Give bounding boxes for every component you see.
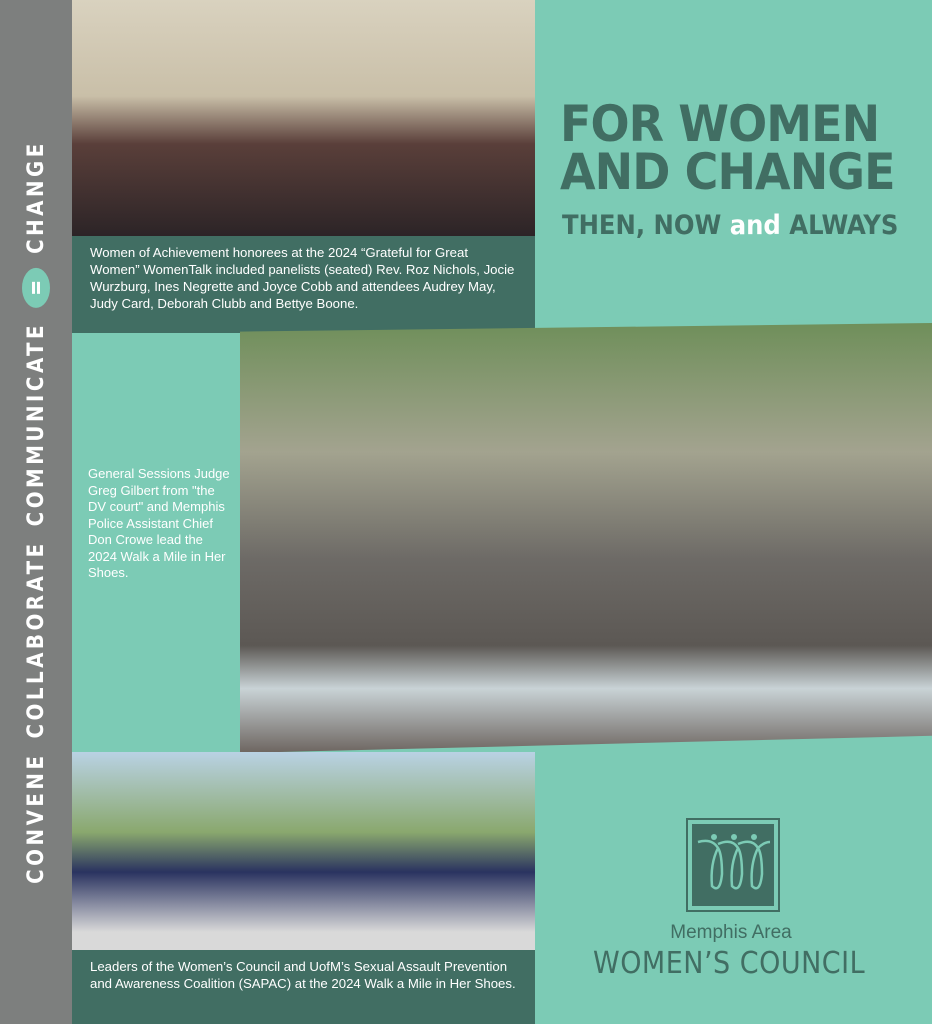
sub-a: THEN, NOW xyxy=(562,210,730,241)
sub-and: and xyxy=(729,210,781,241)
equals-icon xyxy=(22,268,50,308)
tag-convene: CONVENE xyxy=(23,752,49,884)
sub-b: ALWAYS xyxy=(780,210,899,241)
sidebar-tagline xyxy=(22,140,50,884)
tag-communicate: COMMUNICATE xyxy=(23,321,49,527)
womens-council-logo-icon xyxy=(686,818,780,912)
headline xyxy=(560,95,895,201)
tag-collaborate: COLLABORATE xyxy=(23,540,49,739)
tag-change: CHANGE xyxy=(23,140,49,254)
org-name-line2: WOMEN’S COUNCIL xyxy=(593,946,866,981)
photo-walk-a-mile xyxy=(240,323,932,753)
subheadline xyxy=(562,210,898,241)
caption-middle: General Sessions Judge Greg Gilbert from "the DV court" and Memphis Police Assistant Chief Don Crowe lead the 2024 Walk a Mile in Her Shoes. xyxy=(88,466,230,580)
headline-line1: FOR WOMEN xyxy=(560,95,880,153)
sidebar xyxy=(0,0,72,1024)
photo-women-of-achievement xyxy=(72,0,535,240)
headline-line2: AND CHANGE xyxy=(560,143,895,201)
caption-bottom: Leaders of the Women’s Council and UofM’s Sexual Assault Prevention and Awareness Coalition (SAPAC) at the 2024 Walk a Mile in Her Shoes. xyxy=(72,950,535,1024)
org-name-line1: Memphis Area xyxy=(670,922,792,943)
caption-top: Women of Achievement honorees at the 2024 “Grateful for Great Women” WomenTalk included panelists (seated) Rev. Roz Nichols, Jocie Wurzburg, Ines Negrette and Joyce Cobb and attendees Audrey May, Judy Card, Deborah Clubb and Bettye Boone. xyxy=(72,236,535,333)
